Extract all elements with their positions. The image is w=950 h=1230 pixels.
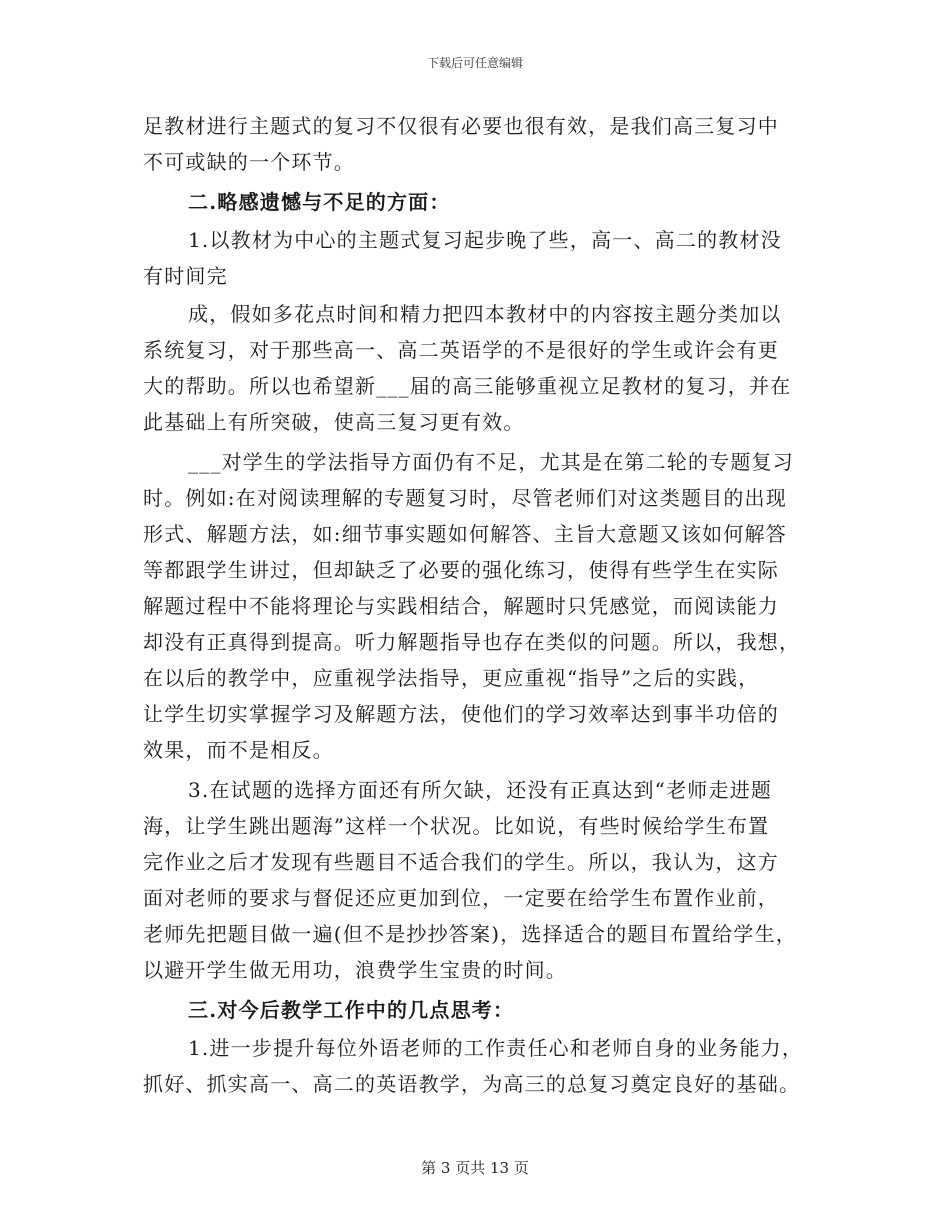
text-line: 大的帮助。所以也希望新___届的高三能够重视立足教材的复习，并在 xyxy=(143,374,792,398)
text-line: 足教材进行主题式的复习不仅很有必要也很有效，是我们高三复习中 xyxy=(143,114,779,138)
text-line: 面对老师的要求与督促还应更加到位，一定要在给学生布置作业前， xyxy=(143,886,779,910)
text-line: 在以后的教学中，应重视学法指导，更应重视“指导”之后的实践， xyxy=(143,666,760,690)
text-line: 此基础上有所突破，使高三复习更有效。 xyxy=(143,410,525,434)
text-line: 解题过程中不能将理论与实践相结合，解题时只凭感觉，而阅读能力 xyxy=(143,594,779,618)
page-header: 下载后可任意编辑 xyxy=(426,56,523,70)
text-line: 让学生切实掌握学习及解题方法，使他们的学习效率达到事半功倍的 xyxy=(143,702,779,726)
page-footer: 第 3 页共 13 页 xyxy=(421,1159,529,1177)
text-line: 不可或缺的一个环节。 xyxy=(143,150,355,174)
text-line: 3.在试题的选择方面还有所欠缺，还没有正真达到“老师走进题 xyxy=(188,778,773,802)
text-line: 完作业之后才发现有些题目不适合我们的学生。所以，我认为，这方 xyxy=(143,850,779,874)
text-line: 效果，而不是相反。 xyxy=(143,738,334,762)
text-line: 1.进一步提升每位外语老师的工作责任心和老师自身的业务能力， xyxy=(188,1036,804,1060)
text-line: 系统复习，对于那些高一、高二英语学的不是很好的学生或许会有更 xyxy=(143,338,779,362)
text-line: 老师先把题目做一遍(但不是抄抄答案)，选择适合的题目布置给学生， xyxy=(143,922,798,946)
text-line: 成，假如多花点时间和精力把四本教材中的内容按主题分类加以 xyxy=(188,302,782,326)
text-line: ___对学生的学法指导方面仍有不足，尤其是在第二轮的专题复习 xyxy=(188,450,794,474)
text-line: 时。例如:在对阅读理解的专题复习时，尽管老师们对这类题目的出现 xyxy=(143,486,787,510)
text-line: 等都跟学生讲过，但却缺乏了必要的强化练习，使得有些学生在实际 xyxy=(143,558,779,582)
section-heading: 三.对今后教学工作中的几点思考： xyxy=(188,998,515,1022)
text-line: 抓好、抓实高一、高二的英语教学，为高三的总复习奠定良好的基础。 xyxy=(143,1072,801,1096)
text-line: 有时间完 xyxy=(143,264,228,288)
text-line: 以避开学生做无用功，浪费学生宝贵的时间。 xyxy=(143,958,567,982)
text-line: 形式、解题方法，如:细节事实题如何解答、主旨大意题又该如何解答 xyxy=(143,522,787,546)
text-line: 1.以教材为中心的主题式复习起步晚了些，高一、高二的教材没 xyxy=(188,228,782,252)
text-line: 却没有正真得到提高。听力解题指导也存在类似的问题。所以，我想， xyxy=(143,630,801,654)
text-line: 海，让学生跳出题海”这样一个状况。比如说，有些时候给学生布置 xyxy=(143,814,770,838)
section-heading: 二.略感遗憾与不足的方面： xyxy=(188,190,451,214)
